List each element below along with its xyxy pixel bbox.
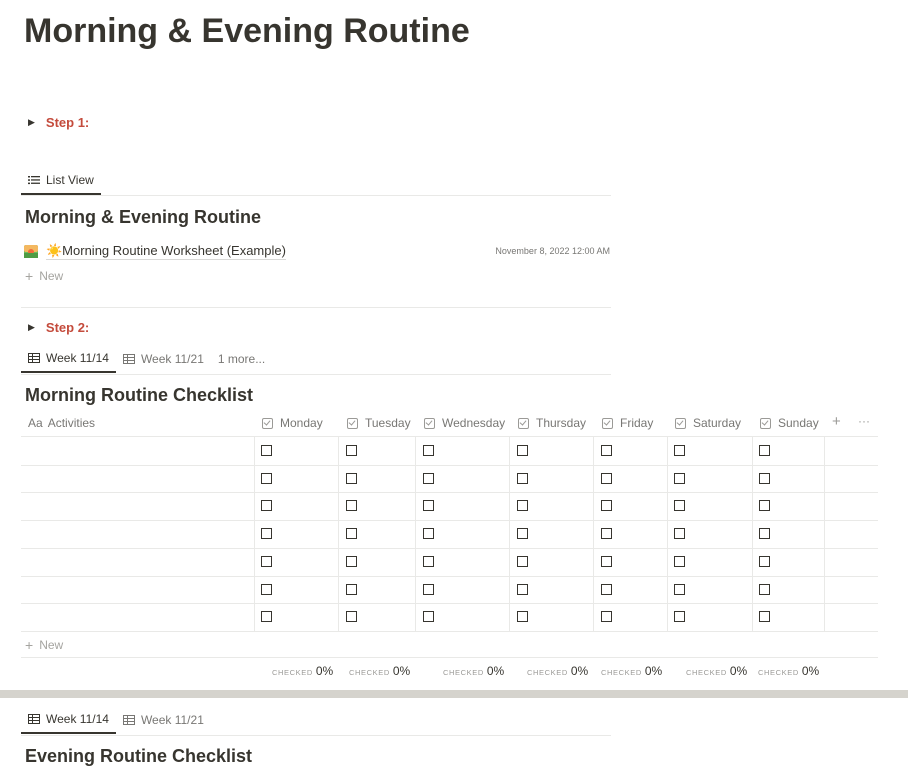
morning-db-tabs (21, 345, 272, 373)
column-divider (593, 437, 594, 631)
checkbox[interactable] (423, 528, 434, 539)
toggle-triangle-icon[interactable]: ▶ (28, 322, 35, 332)
tab-week-11-21[interactable] (116, 706, 211, 734)
list-item-name[interactable]: ☀️Morning Routine Worksheet (Example) (46, 242, 286, 258)
table-icon (123, 354, 135, 364)
checkbox[interactable] (346, 556, 357, 567)
list-db-title[interactable]: Morning & Evening Routine (25, 207, 261, 227)
col-header-thursday[interactable] (518, 413, 586, 433)
page-title: Morning & Evening Routine (24, 12, 470, 50)
col-header-wednesday[interactable] (424, 413, 505, 433)
checkbox[interactable] (517, 500, 528, 511)
column-divider (415, 437, 416, 631)
checked-calculation[interactable] (272, 664, 333, 678)
col-header-label: Tuesday (365, 416, 411, 430)
checkbox[interactable] (423, 445, 434, 456)
checkbox[interactable] (759, 611, 770, 622)
checkbox[interactable] (674, 584, 685, 595)
list-icon (28, 175, 40, 185)
checked-calculation[interactable] (758, 664, 819, 678)
table-icon (123, 715, 135, 725)
table-icon (28, 353, 40, 363)
col-header-activities[interactable] (28, 413, 95, 433)
calc-label: CHECKED (601, 668, 642, 677)
checkbox-property-icon (518, 418, 529, 429)
activity-cell[interactable] (21, 520, 253, 548)
checkbox[interactable] (261, 528, 272, 539)
checkbox[interactable] (423, 473, 434, 484)
column-divider (824, 437, 825, 631)
evening-db-title[interactable]: Evening Routine Checklist (25, 746, 253, 766)
checkbox[interactable] (346, 584, 357, 595)
activity-cell[interactable] (21, 437, 253, 465)
activity-cell[interactable] (21, 576, 253, 604)
toggle-step-2[interactable] (28, 320, 89, 335)
checkbox[interactable] (674, 556, 685, 567)
checked-calculation[interactable] (686, 664, 747, 678)
checkbox[interactable] (674, 445, 685, 456)
checkbox[interactable] (423, 500, 434, 511)
calc-value: 0% (801, 664, 820, 678)
activity-cell[interactable] (21, 548, 253, 576)
checkbox[interactable] (601, 445, 612, 456)
checkbox-property-icon (602, 418, 613, 429)
sunrise-icon (24, 245, 38, 258)
calc-value: 0% (486, 664, 505, 678)
checkbox[interactable] (759, 584, 770, 595)
checkbox-property-icon (347, 418, 358, 429)
more-options-button[interactable]: ··· (858, 414, 870, 428)
plus-icon: + (25, 637, 34, 653)
calc-value: 0% (570, 664, 589, 678)
activity-cell[interactable] (21, 492, 253, 520)
checked-calculation[interactable] (443, 664, 504, 678)
section-separator (0, 690, 908, 698)
list-db-tabs (21, 167, 101, 195)
col-header-tuesday[interactable] (347, 413, 411, 433)
tab-label: 1 more... (217, 352, 266, 366)
plus-icon: + (25, 268, 34, 284)
checkbox[interactable] (759, 473, 770, 484)
checkbox[interactable] (423, 611, 434, 622)
activity-cell[interactable] (21, 603, 253, 631)
add-property-button[interactable]: + (832, 413, 841, 430)
morning-db-title[interactable]: Morning Routine Checklist (25, 385, 254, 405)
calc-value: 0% (729, 664, 748, 678)
list-item[interactable] (24, 242, 610, 260)
table-new-button[interactable] (25, 637, 63, 653)
calc-value: 0% (315, 664, 334, 678)
checkbox[interactable] (674, 528, 685, 539)
tab-week-11-14[interactable] (21, 345, 116, 373)
table-new-label: New (39, 638, 64, 652)
col-header-label: Monday (280, 416, 323, 430)
text-property-icon: Aa (28, 416, 43, 430)
col-header-saturday[interactable] (675, 413, 741, 433)
list-new-label: New (39, 269, 64, 283)
evening-db-tabs (21, 706, 211, 734)
toggle-step-1[interactable] (28, 115, 89, 130)
checkbox[interactable] (674, 611, 685, 622)
divider (21, 657, 878, 658)
calc-label: CHECKED (686, 668, 727, 677)
tab-more[interactable] (211, 345, 272, 373)
checkbox[interactable] (261, 473, 272, 484)
checkbox[interactable] (759, 445, 770, 456)
col-header-label: Activities (47, 416, 96, 430)
checked-calculation[interactable] (601, 664, 662, 678)
checkbox-property-icon (675, 418, 686, 429)
col-header-label: Wednesday (442, 416, 506, 430)
tab-list-view-label: List View (46, 173, 94, 187)
calc-value: 0% (644, 664, 663, 678)
list-item-date: November 8, 2022 12:00 AM (495, 246, 610, 256)
tab-list-view[interactable] (21, 167, 101, 195)
checkbox[interactable] (423, 556, 434, 567)
checkbox[interactable] (759, 528, 770, 539)
divider (21, 307, 611, 308)
calc-value: 0% (392, 664, 411, 678)
checkbox[interactable] (517, 473, 528, 484)
tab-label: Week 11/14 (46, 351, 109, 365)
col-header-label: Saturday (693, 416, 742, 430)
tab-week-11-14[interactable] (21, 706, 116, 734)
checkbox[interactable] (346, 473, 357, 484)
col-header-label: Thursday (536, 416, 587, 430)
calc-label: CHECKED (349, 668, 390, 677)
checkbox[interactable] (346, 528, 357, 539)
column-divider (509, 437, 510, 631)
col-header-monday[interactable] (262, 413, 323, 433)
checkbox[interactable] (517, 445, 528, 456)
row-divider (21, 631, 878, 632)
divider (21, 195, 611, 196)
checkbox[interactable] (261, 445, 272, 456)
checkbox[interactable] (601, 611, 612, 622)
toggle-triangle-icon[interactable]: ▶ (28, 117, 35, 127)
tab-label: Week 11/14 (46, 712, 109, 726)
list-new-button[interactable] (25, 268, 63, 284)
checkbox[interactable] (759, 500, 770, 511)
checkbox[interactable] (346, 445, 357, 456)
checkbox-property-icon (760, 418, 771, 429)
calc-label: CHECKED (443, 668, 484, 677)
checkbox[interactable] (517, 528, 528, 539)
checkbox[interactable] (674, 500, 685, 511)
col-header-label: Friday (620, 416, 654, 430)
checkbox[interactable] (261, 500, 272, 511)
calc-label: CHECKED (758, 668, 799, 677)
tab-label: Week 11/21 (140, 713, 204, 727)
step-1-label: Step 1: (45, 115, 90, 130)
checkbox[interactable] (601, 473, 612, 484)
checked-calculation[interactable] (349, 664, 410, 678)
checkbox[interactable] (517, 556, 528, 567)
checkbox[interactable] (601, 556, 612, 567)
table-icon (28, 714, 40, 724)
divider (21, 374, 611, 375)
column-divider (752, 437, 753, 631)
col-header-label: Sunday (778, 416, 819, 430)
calc-label: CHECKED (527, 668, 568, 677)
calc-label: CHECKED (272, 668, 313, 677)
checkbox[interactable] (261, 611, 272, 622)
checkbox-property-icon (424, 418, 435, 429)
divider (21, 735, 611, 736)
col-header-sunday[interactable] (760, 413, 819, 433)
checkbox[interactable] (261, 584, 272, 595)
activity-cell[interactable] (21, 465, 253, 493)
checkbox[interactable] (674, 473, 685, 484)
col-header-friday[interactable] (602, 413, 653, 433)
checkbox[interactable] (601, 528, 612, 539)
checked-calculation[interactable] (527, 664, 588, 678)
column-divider (254, 437, 255, 631)
checkbox[interactable] (517, 611, 528, 622)
column-divider (667, 437, 668, 631)
checkbox[interactable] (423, 584, 434, 595)
checkbox[interactable] (759, 556, 770, 567)
tab-label: Week 11/21 (140, 352, 204, 366)
checkbox[interactable] (346, 611, 357, 622)
checkbox[interactable] (346, 500, 357, 511)
checkbox[interactable] (601, 584, 612, 595)
column-divider (338, 437, 339, 631)
tab-week-11-21[interactable] (116, 345, 211, 373)
checkbox[interactable] (261, 556, 272, 567)
checkbox-property-icon (262, 418, 273, 429)
checkbox[interactable] (517, 584, 528, 595)
step-2-label: Step 2: (45, 320, 90, 335)
checkbox[interactable] (601, 500, 612, 511)
